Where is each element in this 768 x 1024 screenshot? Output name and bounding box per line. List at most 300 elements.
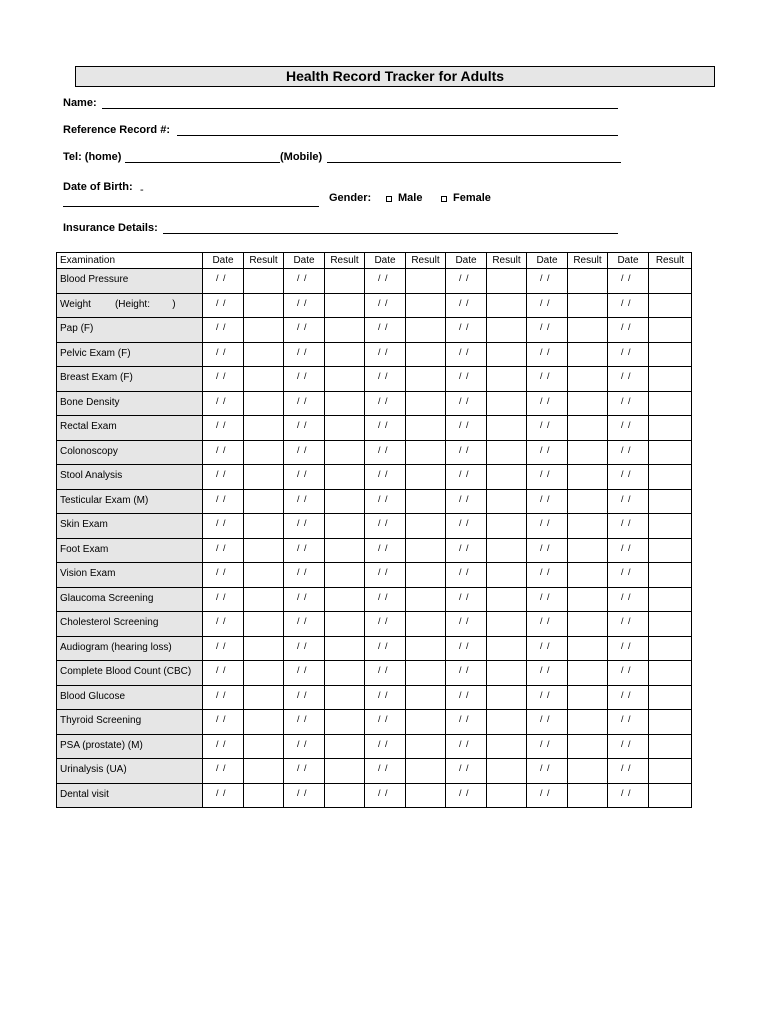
- result-cell[interactable]: [649, 342, 692, 367]
- result-cell[interactable]: [487, 636, 527, 661]
- column-header-result: Result: [649, 253, 692, 269]
- result-cell[interactable]: [487, 416, 527, 441]
- date-cell[interactable]: / /: [527, 685, 568, 710]
- result-cell[interactable]: [244, 710, 284, 735]
- date-cell[interactable]: / /: [608, 465, 649, 490]
- date-cell[interactable]: / /: [203, 710, 244, 735]
- date-cell[interactable]: / /: [203, 612, 244, 637]
- date-cell[interactable]: / /: [446, 587, 487, 612]
- result-cell[interactable]: [568, 489, 608, 514]
- result-cell[interactable]: [406, 734, 446, 759]
- result-cell[interactable]: [406, 783, 446, 808]
- date-cell[interactable]: / /: [608, 783, 649, 808]
- date-cell[interactable]: / /: [446, 269, 487, 294]
- date-cell[interactable]: / /: [527, 661, 568, 686]
- result-cell[interactable]: [406, 538, 446, 563]
- date-cell[interactable]: / /: [365, 342, 406, 367]
- result-cell[interactable]: [568, 416, 608, 441]
- date-cell[interactable]: / /: [608, 416, 649, 441]
- result-cell[interactable]: [244, 416, 284, 441]
- result-cell[interactable]: [568, 636, 608, 661]
- date-cell[interactable]: / /: [365, 612, 406, 637]
- male-checkbox[interactable]: [386, 196, 392, 202]
- date-cell[interactable]: / /: [365, 416, 406, 441]
- date-cell[interactable]: / /: [446, 465, 487, 490]
- result-cell[interactable]: [649, 293, 692, 318]
- result-cell[interactable]: [325, 587, 365, 612]
- date-cell[interactable]: / /: [365, 563, 406, 588]
- result-cell[interactable]: [568, 783, 608, 808]
- date-cell[interactable]: / /: [446, 367, 487, 392]
- result-cell[interactable]: [649, 514, 692, 539]
- result-cell[interactable]: [649, 759, 692, 784]
- date-cell[interactable]: / /: [527, 465, 568, 490]
- result-cell[interactable]: [568, 440, 608, 465]
- result-cell[interactable]: [325, 710, 365, 735]
- date-cell[interactable]: / /: [608, 269, 649, 294]
- result-cell[interactable]: [406, 710, 446, 735]
- table-row: [57, 367, 692, 392]
- result-cell[interactable]: [406, 342, 446, 367]
- table-row: [57, 318, 692, 343]
- date-cell[interactable]: / /: [203, 514, 244, 539]
- dob-field[interactable]: [63, 206, 319, 207]
- table-header-row: [57, 253, 692, 269]
- result-cell[interactable]: [325, 734, 365, 759]
- date-cell[interactable]: / /: [284, 293, 325, 318]
- result-cell[interactable]: [325, 465, 365, 490]
- result-cell[interactable]: [568, 759, 608, 784]
- date-cell[interactable]: / /: [284, 587, 325, 612]
- date-cell[interactable]: / /: [446, 489, 487, 514]
- result-cell[interactable]: [406, 465, 446, 490]
- exam-name-cell: [57, 563, 203, 588]
- date-cell[interactable]: / /: [365, 391, 406, 416]
- result-cell[interactable]: [487, 612, 527, 637]
- result-cell[interactable]: [244, 367, 284, 392]
- date-cell[interactable]: / /: [365, 293, 406, 318]
- result-cell[interactable]: [325, 440, 365, 465]
- tel-mobile-field[interactable]: [327, 162, 621, 163]
- date-cell[interactable]: / /: [527, 416, 568, 441]
- result-cell[interactable]: [649, 416, 692, 441]
- exam-name-cell: [57, 587, 203, 612]
- date-cell[interactable]: / /: [284, 636, 325, 661]
- date-cell[interactable]: / /: [203, 391, 244, 416]
- result-cell[interactable]: [244, 759, 284, 784]
- result-cell[interactable]: [487, 734, 527, 759]
- date-cell[interactable]: / /: [284, 440, 325, 465]
- result-cell[interactable]: [244, 563, 284, 588]
- date-cell[interactable]: / /: [608, 587, 649, 612]
- female-checkbox[interactable]: [441, 196, 447, 202]
- date-cell[interactable]: / /: [365, 783, 406, 808]
- date-cell[interactable]: / /: [608, 710, 649, 735]
- result-cell[interactable]: [325, 489, 365, 514]
- result-cell[interactable]: [649, 367, 692, 392]
- result-cell[interactable]: [568, 465, 608, 490]
- date-cell[interactable]: / /: [284, 465, 325, 490]
- result-cell[interactable]: [487, 465, 527, 490]
- date-cell[interactable]: / /: [284, 661, 325, 686]
- date-cell[interactable]: / /: [365, 661, 406, 686]
- date-cell[interactable]: / /: [608, 514, 649, 539]
- result-cell[interactable]: [325, 636, 365, 661]
- result-cell[interactable]: [406, 636, 446, 661]
- date-cell[interactable]: / /: [203, 661, 244, 686]
- date-cell[interactable]: / /: [527, 269, 568, 294]
- exam-name-label: Blood Pressure: [60, 274, 129, 285]
- result-cell[interactable]: [406, 612, 446, 637]
- result-cell[interactable]: [568, 612, 608, 637]
- result-cell[interactable]: [568, 391, 608, 416]
- date-cell[interactable]: / /: [284, 783, 325, 808]
- result-cell[interactable]: [325, 563, 365, 588]
- result-cell[interactable]: [325, 514, 365, 539]
- result-cell[interactable]: [406, 391, 446, 416]
- result-cell[interactable]: [406, 759, 446, 784]
- date-cell[interactable]: / /: [527, 293, 568, 318]
- date-cell[interactable]: / /: [527, 318, 568, 343]
- date-cell[interactable]: / /: [284, 269, 325, 294]
- result-cell[interactable]: [568, 710, 608, 735]
- date-cell[interactable]: / /: [284, 759, 325, 784]
- result-cell[interactable]: [649, 636, 692, 661]
- result-cell[interactable]: [244, 612, 284, 637]
- result-cell[interactable]: [487, 538, 527, 563]
- date-cell[interactable]: / /: [365, 636, 406, 661]
- result-cell[interactable]: [406, 661, 446, 686]
- result-cell[interactable]: [244, 734, 284, 759]
- exam-name-label: Dental visit: [60, 788, 109, 800]
- table-row: [57, 563, 692, 588]
- date-cell[interactable]: / /: [203, 465, 244, 490]
- date-cell[interactable]: / /: [203, 759, 244, 784]
- date-cell[interactable]: / /: [284, 612, 325, 637]
- exam-name-label: Colonoscopy: [60, 445, 118, 457]
- result-cell[interactable]: [406, 269, 446, 294]
- result-cell[interactable]: [487, 489, 527, 514]
- result-cell[interactable]: [649, 661, 692, 686]
- date-cell[interactable]: / /: [527, 514, 568, 539]
- date-cell[interactable]: / /: [365, 734, 406, 759]
- result-cell[interactable]: [487, 563, 527, 588]
- result-cell[interactable]: [325, 759, 365, 784]
- date-cell[interactable]: / /: [365, 489, 406, 514]
- date-cell[interactable]: / /: [608, 612, 649, 637]
- date-cell[interactable]: / /: [446, 734, 487, 759]
- exam-name-cell: [57, 759, 203, 784]
- result-cell[interactable]: [325, 661, 365, 686]
- result-cell[interactable]: [487, 710, 527, 735]
- result-cell[interactable]: [325, 416, 365, 441]
- result-cell[interactable]: [487, 293, 527, 318]
- date-cell[interactable]: / /: [446, 783, 487, 808]
- result-cell[interactable]: [487, 440, 527, 465]
- column-header-result: Result: [406, 253, 446, 269]
- result-cell[interactable]: [325, 293, 365, 318]
- date-cell[interactable]: / /: [446, 563, 487, 588]
- result-cell[interactable]: [244, 685, 284, 710]
- column-header-examination: Examination: [57, 253, 203, 269]
- date-cell[interactable]: / /: [203, 563, 244, 588]
- date-cell[interactable]: / /: [365, 587, 406, 612]
- date-cell[interactable]: / /: [446, 514, 487, 539]
- result-cell[interactable]: [649, 734, 692, 759]
- date-cell[interactable]: / /: [446, 416, 487, 441]
- result-cell[interactable]: [487, 391, 527, 416]
- date-cell[interactable]: / /: [203, 685, 244, 710]
- result-cell[interactable]: [244, 318, 284, 343]
- result-cell[interactable]: [487, 269, 527, 294]
- result-cell[interactable]: [325, 783, 365, 808]
- date-cell[interactable]: / /: [608, 489, 649, 514]
- result-cell[interactable]: [325, 391, 365, 416]
- date-cell[interactable]: / /: [203, 293, 244, 318]
- result-cell[interactable]: [487, 661, 527, 686]
- date-cell[interactable]: / /: [203, 318, 244, 343]
- date-cell[interactable]: / /: [446, 293, 487, 318]
- result-cell[interactable]: [244, 465, 284, 490]
- exam-name-cell: [57, 612, 203, 637]
- result-cell[interactable]: [568, 514, 608, 539]
- date-cell[interactable]: / /: [446, 661, 487, 686]
- date-cell[interactable]: / /: [446, 538, 487, 563]
- exam-name-label: Stool Analysis: [60, 470, 123, 481]
- date-cell[interactable]: / /: [527, 734, 568, 759]
- tel-home-field[interactable]: [125, 162, 280, 163]
- date-cell[interactable]: / /: [203, 416, 244, 441]
- date-cell[interactable]: / /: [203, 538, 244, 563]
- date-cell[interactable]: / /: [365, 269, 406, 294]
- result-cell[interactable]: [325, 538, 365, 563]
- result-cell[interactable]: [406, 318, 446, 343]
- result-cell[interactable]: [568, 563, 608, 588]
- date-cell[interactable]: / /: [365, 465, 406, 490]
- result-cell[interactable]: [568, 342, 608, 367]
- result-cell[interactable]: [244, 489, 284, 514]
- date-cell[interactable]: / /: [203, 587, 244, 612]
- date-cell[interactable]: / /: [365, 514, 406, 539]
- date-cell[interactable]: / /: [203, 367, 244, 392]
- result-cell[interactable]: [406, 587, 446, 612]
- exam-name-label: Thyroid Screening: [60, 715, 142, 726]
- date-cell[interactable]: / /: [446, 612, 487, 637]
- date-cell[interactable]: / /: [608, 367, 649, 392]
- date-cell[interactable]: / /: [527, 538, 568, 563]
- date-cell[interactable]: / /: [608, 734, 649, 759]
- date-cell[interactable]: / /: [284, 367, 325, 392]
- result-cell[interactable]: [244, 538, 284, 563]
- result-cell[interactable]: [649, 391, 692, 416]
- date-cell[interactable]: / /: [527, 612, 568, 637]
- result-cell[interactable]: [649, 318, 692, 343]
- result-cell[interactable]: [325, 367, 365, 392]
- date-cell[interactable]: / /: [203, 734, 244, 759]
- result-cell[interactable]: [244, 342, 284, 367]
- result-cell[interactable]: [487, 318, 527, 343]
- date-cell[interactable]: / /: [608, 342, 649, 367]
- result-cell[interactable]: [649, 587, 692, 612]
- reference-record-field[interactable]: [177, 135, 618, 136]
- result-cell[interactable]: [325, 685, 365, 710]
- result-cell[interactable]: [244, 293, 284, 318]
- date-cell[interactable]: / /: [527, 367, 568, 392]
- exam-name-cell: [57, 734, 203, 759]
- result-cell[interactable]: [244, 269, 284, 294]
- result-cell[interactable]: [649, 783, 692, 808]
- result-cell[interactable]: [649, 440, 692, 465]
- date-cell[interactable]: / /: [527, 759, 568, 784]
- date-cell[interactable]: / /: [446, 342, 487, 367]
- date-cell[interactable]: / /: [365, 538, 406, 563]
- date-cell[interactable]: / /: [527, 587, 568, 612]
- date-cell[interactable]: / /: [365, 685, 406, 710]
- date-cell[interactable]: / /: [446, 685, 487, 710]
- result-cell[interactable]: [568, 367, 608, 392]
- result-cell[interactable]: [487, 514, 527, 539]
- date-cell[interactable]: / /: [527, 391, 568, 416]
- exam-tracker-table: [56, 252, 692, 808]
- date-cell[interactable]: / /: [446, 391, 487, 416]
- result-cell[interactable]: [568, 685, 608, 710]
- date-cell[interactable]: / /: [446, 318, 487, 343]
- result-cell[interactable]: [325, 342, 365, 367]
- result-cell[interactable]: [406, 440, 446, 465]
- result-cell[interactable]: [244, 440, 284, 465]
- result-cell[interactable]: [244, 636, 284, 661]
- result-cell[interactable]: [325, 612, 365, 637]
- exam-name-label: Breast Exam (F): [60, 372, 133, 383]
- date-cell[interactable]: / /: [284, 734, 325, 759]
- result-cell[interactable]: [406, 293, 446, 318]
- insurance-field[interactable]: [163, 233, 618, 234]
- exam-name-label: Foot Exam: [60, 543, 109, 555]
- date-cell[interactable]: / /: [203, 269, 244, 294]
- result-cell[interactable]: [649, 612, 692, 637]
- result-cell[interactable]: [406, 367, 446, 392]
- date-cell[interactable]: / /: [608, 293, 649, 318]
- date-cell[interactable]: / /: [608, 440, 649, 465]
- date-cell[interactable]: / /: [608, 391, 649, 416]
- result-cell[interactable]: [649, 465, 692, 490]
- date-cell[interactable]: / /: [608, 538, 649, 563]
- date-cell[interactable]: / /: [446, 636, 487, 661]
- result-cell[interactable]: [325, 318, 365, 343]
- date-cell[interactable]: / /: [527, 489, 568, 514]
- date-cell[interactable]: / /: [527, 783, 568, 808]
- column-header-date: Date: [527, 253, 568, 269]
- date-cell[interactable]: / /: [284, 416, 325, 441]
- result-cell[interactable]: [568, 318, 608, 343]
- result-cell[interactable]: [487, 587, 527, 612]
- date-cell[interactable]: / /: [527, 563, 568, 588]
- date-cell[interactable]: / /: [203, 489, 244, 514]
- result-cell[interactable]: [406, 685, 446, 710]
- result-cell[interactable]: [244, 514, 284, 539]
- result-cell[interactable]: [649, 489, 692, 514]
- result-cell[interactable]: [487, 759, 527, 784]
- date-cell[interactable]: / /: [203, 636, 244, 661]
- exam-name-cell: [57, 685, 203, 710]
- result-cell[interactable]: [244, 391, 284, 416]
- result-cell[interactable]: [568, 293, 608, 318]
- result-cell[interactable]: [487, 342, 527, 367]
- exam-name-cell: [57, 636, 203, 661]
- page-title: Health Record Tracker for Adults: [75, 66, 715, 87]
- date-cell[interactable]: / /: [203, 440, 244, 465]
- date-cell[interactable]: / /: [608, 661, 649, 686]
- result-cell[interactable]: [568, 538, 608, 563]
- exam-name-cell: [57, 391, 203, 416]
- result-cell[interactable]: [487, 783, 527, 808]
- date-cell[interactable]: / /: [608, 318, 649, 343]
- name-field[interactable]: [102, 108, 618, 109]
- result-cell[interactable]: [649, 269, 692, 294]
- result-cell[interactable]: [568, 661, 608, 686]
- result-cell[interactable]: [487, 685, 527, 710]
- exam-name-label: Pelvic Exam (F): [60, 347, 131, 359]
- date-cell[interactable]: / /: [527, 636, 568, 661]
- result-cell[interactable]: [487, 367, 527, 392]
- date-cell[interactable]: / /: [527, 440, 568, 465]
- result-cell[interactable]: [649, 538, 692, 563]
- result-cell[interactable]: [568, 734, 608, 759]
- tel-mobile-label: (Mobile): [280, 151, 323, 163]
- date-cell[interactable]: / /: [284, 563, 325, 588]
- date-cell[interactable]: / /: [284, 538, 325, 563]
- result-cell[interactable]: [244, 587, 284, 612]
- date-cell[interactable]: / /: [284, 342, 325, 367]
- result-cell[interactable]: [406, 514, 446, 539]
- exam-name-label: Vision Exam: [60, 568, 116, 579]
- date-cell[interactable]: / /: [527, 342, 568, 367]
- result-cell[interactable]: [649, 685, 692, 710]
- date-cell[interactable]: / /: [446, 759, 487, 784]
- result-cell[interactable]: [406, 563, 446, 588]
- result-cell[interactable]: [649, 710, 692, 735]
- date-cell[interactable]: / /: [203, 342, 244, 367]
- date-cell[interactable]: / /: [284, 391, 325, 416]
- result-cell[interactable]: [325, 269, 365, 294]
- result-cell[interactable]: [568, 587, 608, 612]
- result-cell[interactable]: [244, 783, 284, 808]
- date-cell[interactable]: / /: [365, 710, 406, 735]
- date-cell[interactable]: / /: [284, 685, 325, 710]
- date-cell[interactable]: / /: [527, 710, 568, 735]
- date-cell[interactable]: / /: [365, 318, 406, 343]
- result-cell[interactable]: [244, 661, 284, 686]
- result-cell[interactable]: [406, 416, 446, 441]
- date-cell[interactable]: / /: [284, 514, 325, 539]
- result-cell[interactable]: [406, 489, 446, 514]
- date-cell[interactable]: / /: [608, 636, 649, 661]
- date-cell[interactable]: / /: [608, 685, 649, 710]
- date-cell[interactable]: / /: [365, 759, 406, 784]
- date-cell[interactable]: / /: [446, 440, 487, 465]
- date-cell[interactable]: / /: [284, 710, 325, 735]
- date-cell[interactable]: / /: [446, 710, 487, 735]
- date-cell[interactable]: / /: [365, 367, 406, 392]
- date-cell[interactable]: / /: [365, 440, 406, 465]
- date-cell[interactable]: / /: [284, 489, 325, 514]
- result-cell[interactable]: [649, 563, 692, 588]
- date-cell[interactable]: / /: [608, 759, 649, 784]
- date-cell[interactable]: / /: [608, 563, 649, 588]
- result-cell[interactable]: [568, 269, 608, 294]
- date-cell[interactable]: / /: [284, 318, 325, 343]
- date-cell[interactable]: / /: [203, 783, 244, 808]
